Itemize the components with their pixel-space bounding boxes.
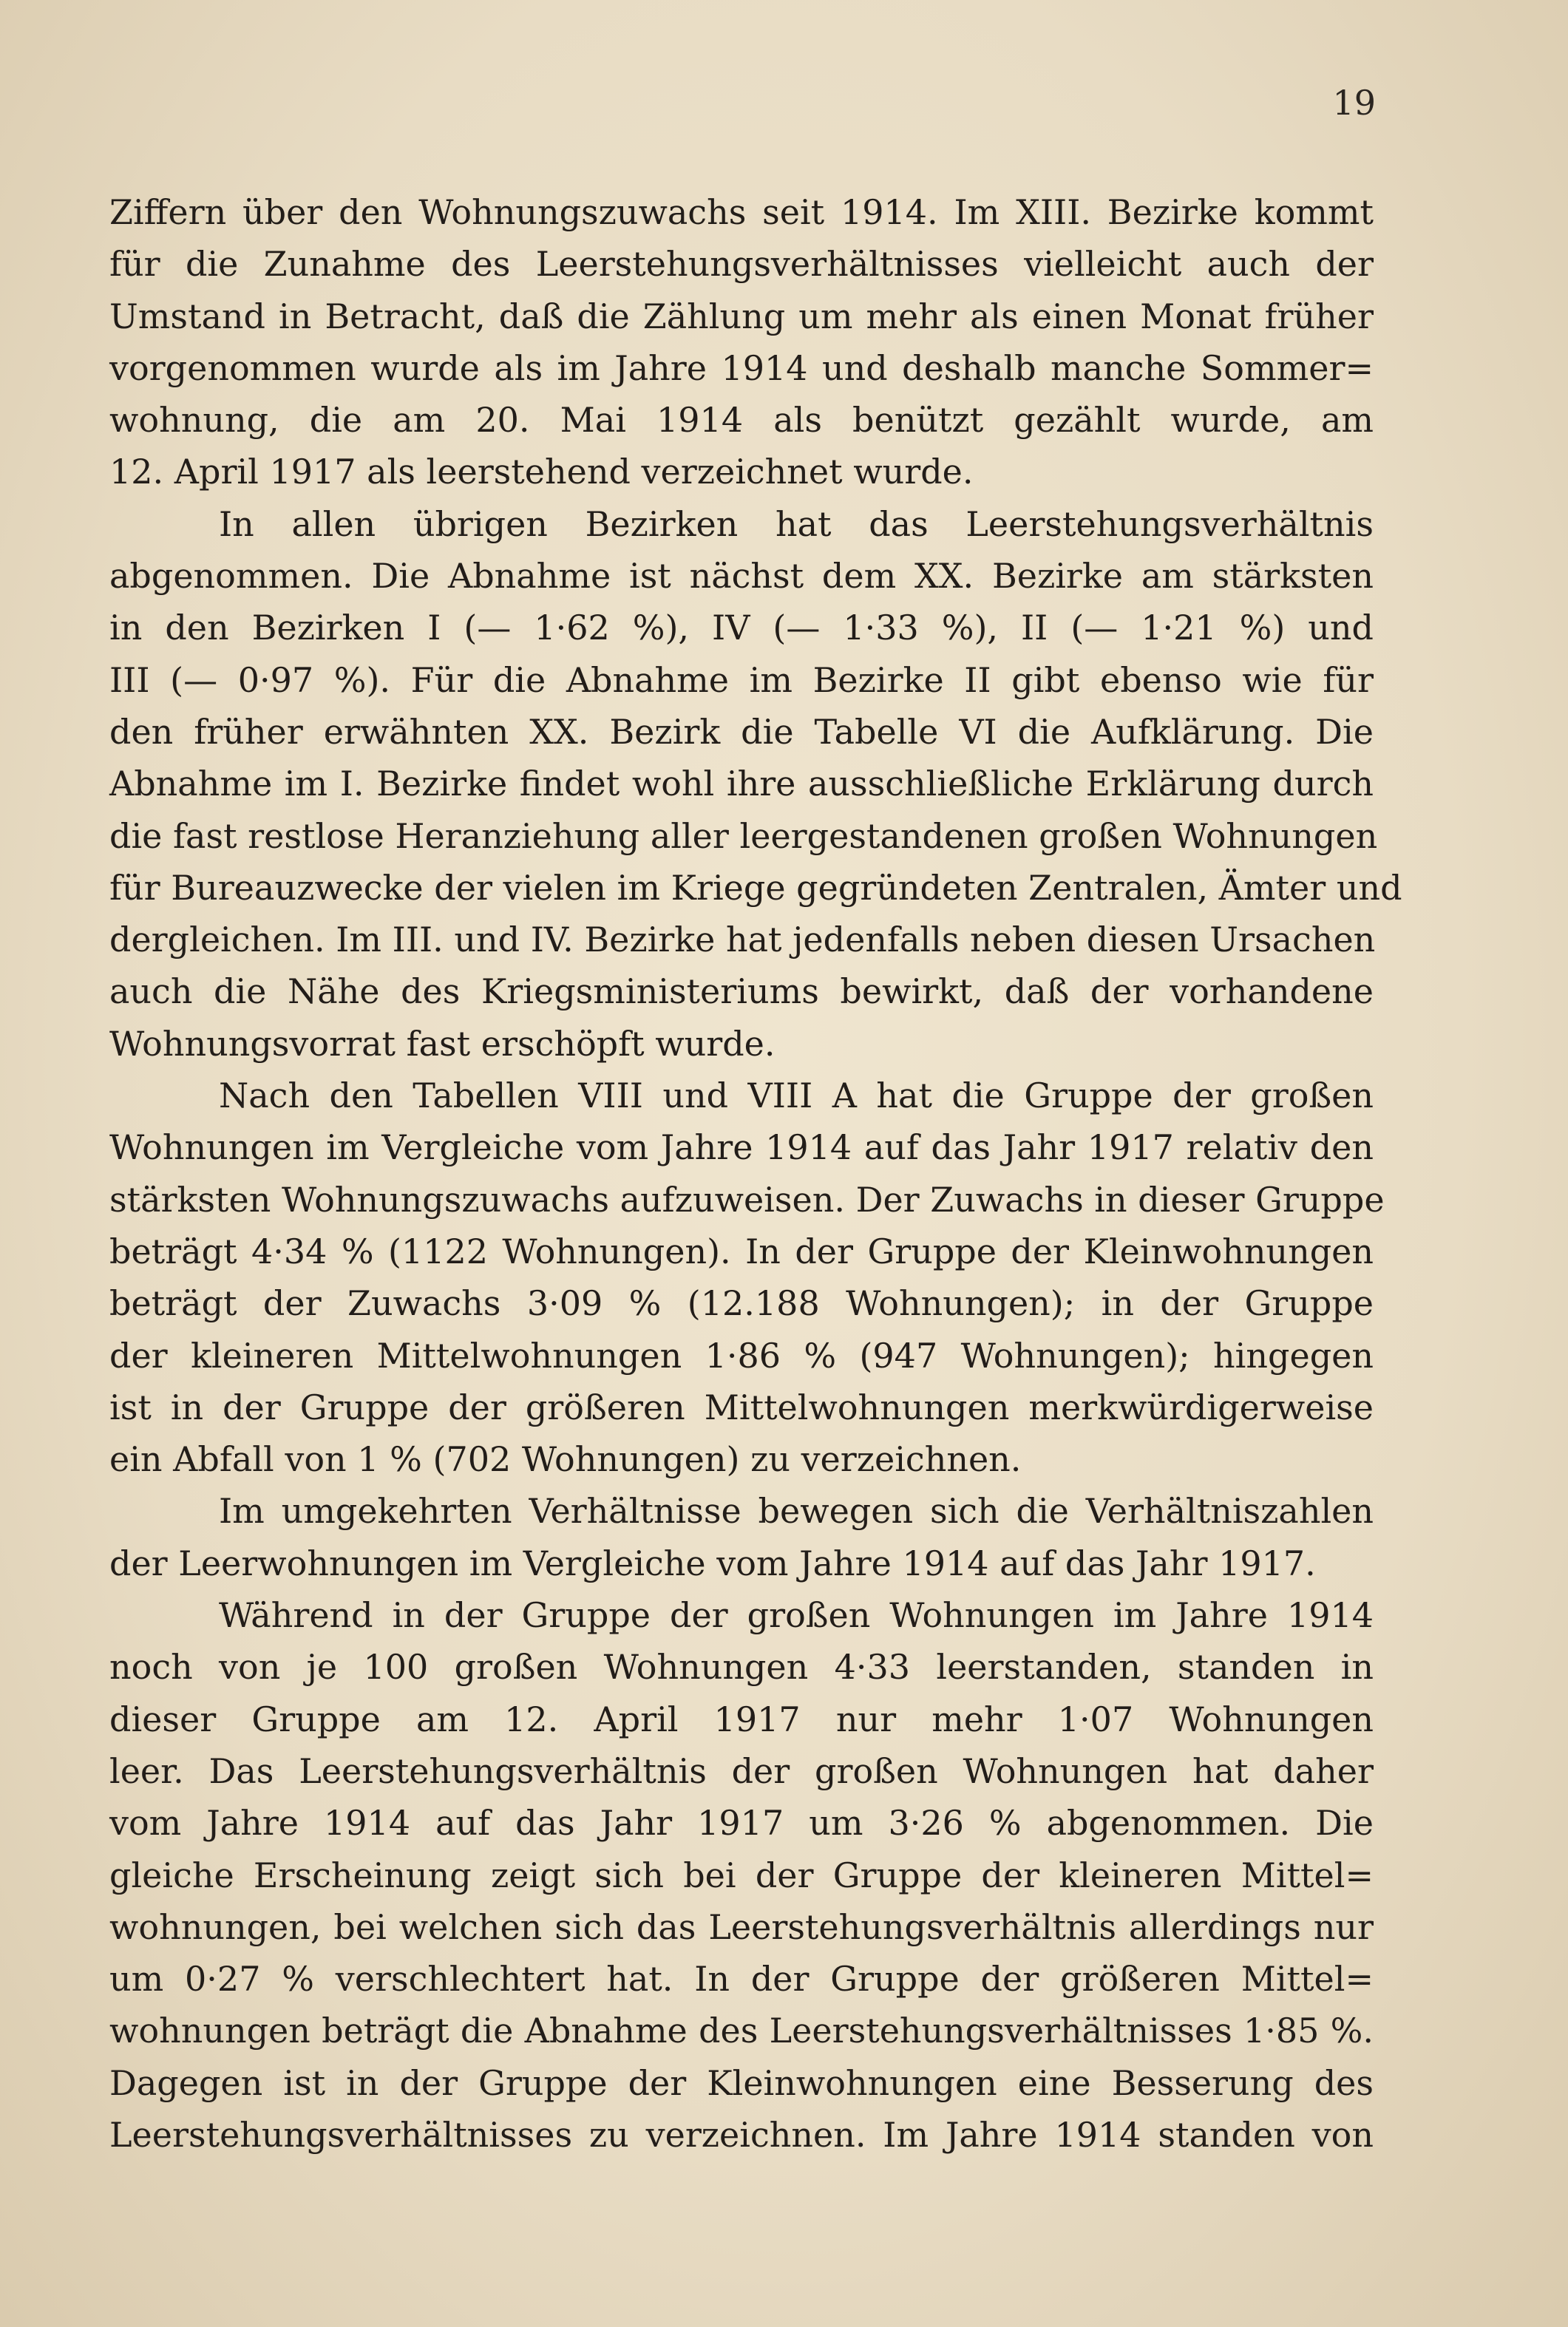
text-line: für die Zunahme des Leerstehungsverhältnisses vielleicht auch der — [109, 244, 1374, 285]
text-line: um 0·27 % verschlechtert hat. In der Gruppe der größeren Mittel= — [109, 1959, 1374, 2000]
text-line: abgenommen. Die Abnahme ist nächst dem XX. Bezirke am stärksten — [109, 556, 1374, 597]
text-line: 12. April 1917 als leerstehend verzeichnet wurde. — [109, 452, 974, 492]
text-line: noch von je 100 großen Wohnungen 4·33 leerstanden, standen in — [109, 1647, 1374, 1688]
paragraph-3 — [109, 1070, 1385, 1485]
text-line: die fast restlose Heranziehung aller leergestandenen großen Wohnungen — [109, 815, 1378, 856]
text-line: Während in der Gruppe der großen Wohnungen im Jahre 1914 — [219, 1595, 1374, 1636]
text-line: den früher erwähnten XX. Bezirk die Tabelle VI die Aufklärung. Die — [109, 711, 1374, 752]
text-line: beträgt der Zuwachs 3·09 % (12.188 Wohnungen); in der Gruppe — [109, 1283, 1374, 1324]
text-line: ist in der Gruppe der größeren Mittelwohnungen merkwürdigerweise — [109, 1387, 1374, 1427]
paragraph-5 — [109, 1589, 1374, 2161]
text-line: wohnung, die am 20. Mai 1914 als benützt gezählt wurde, am — [109, 400, 1374, 441]
text-line: Wohnungen im Vergleiche vom Jahre 1914 auf das Jahr 1917 relativ den — [109, 1127, 1374, 1168]
text-line: gleiche Erscheinung zeigt sich bei der Gruppe der kleineren Mittel= — [109, 1855, 1374, 1895]
text-line: Ziffern über den Wohnungszuwachs seit 1914. Im XIII. Bezirke kommt — [109, 192, 1374, 232]
paragraph-2 — [109, 498, 1402, 1070]
text-line: Umstand in Betracht, daß die Zählung um mehr als einen Monat früher — [109, 296, 1374, 336]
text-line: für Bureauzwecke der vielen im Kriege gegründeten Zentralen, Ämter und — [109, 867, 1402, 908]
text-line: vorgenommen wurde als im Jahre 1914 und deshalb manche Sommer= — [109, 347, 1374, 388]
text-line: III (— 0·97 %). Für die Abnahme im Bezirke II gibt ebenso wie für — [109, 659, 1374, 700]
text-line: Dagegen ist in der Gruppe der Kleinwohnungen eine Besserung des — [109, 2062, 1374, 2103]
text-line: beträgt 4·34 % (1122 Wohnungen). In der Gruppe der Kleinwohnungen — [109, 1231, 1374, 1271]
text-line: dieser Gruppe am 12. April 1917 nur mehr 1·07 Wohnungen — [109, 1699, 1374, 1739]
page-number: 19 — [1332, 83, 1376, 123]
text-line: vom Jahre 1914 auf das Jahr 1917 um 3·26 % abgenommen. Die — [109, 1803, 1374, 1844]
text-line: dergleichen. Im III. und IV. Bezirke hat jedenfalls neben diesen Ursachen — [109, 920, 1376, 960]
text-line: auch die Nähe des Kriegsministeriums bewirkt, daß der vorhandene — [109, 971, 1374, 1012]
text-line: Wohnungsvorrat fast erschöpft wurde. — [109, 1023, 775, 1064]
text-line: Im umgekehrten Verhältnisse bewegen sich die Verhältniszahlen — [219, 1491, 1374, 1532]
body-text — [109, 186, 1402, 2161]
text-line: in den Bezirken I (— 1·62 %), IV (— 1·33 %), II (— 1·21 %) und — [109, 608, 1374, 648]
text-line: wohnungen beträgt die Abnahme des Leerstehungsverhältnisses 1·85 %. — [109, 2011, 1374, 2051]
text-line: ein Abfall von 1 % (702 Wohnungen) zu verzeichnen. — [109, 1439, 1022, 1480]
text-line: der kleineren Mittelwohnungen 1·86 % (947 Wohnungen); hingegen — [109, 1335, 1374, 1376]
text-line: leer. Das Leerstehungsverhältnis der großen Wohnungen hat daher — [109, 1750, 1374, 1791]
text-line: In allen übrigen Bezirken hat das Leerstehungsverhältnis — [219, 503, 1374, 544]
text-line: wohnungen, bei welchen sich das Leerstehungsverhältnis allerdings nur — [109, 1906, 1374, 1947]
paragraph-1 — [109, 186, 1374, 498]
text-line: der Leerwohnungen im Vergleiche vom Jahre 1914 auf das Jahr 1917. — [109, 1543, 1316, 1583]
text-line: Leerstehungsverhältnisses zu verzeichnen. Im Jahre 1914 standen von — [109, 2114, 1374, 2155]
paragraph-4 — [109, 1485, 1374, 1589]
text-line: Abnahme im I. Bezirke findet wohl ihre ausschließliche Erklärung durch — [109, 764, 1374, 804]
text-line: stärksten Wohnungszuwachs aufzuweisen. Der Zuwachs in dieser Gruppe — [109, 1179, 1385, 1220]
text-line: Nach den Tabellen VIII und VIII A hat die Gruppe der großen — [219, 1076, 1374, 1116]
